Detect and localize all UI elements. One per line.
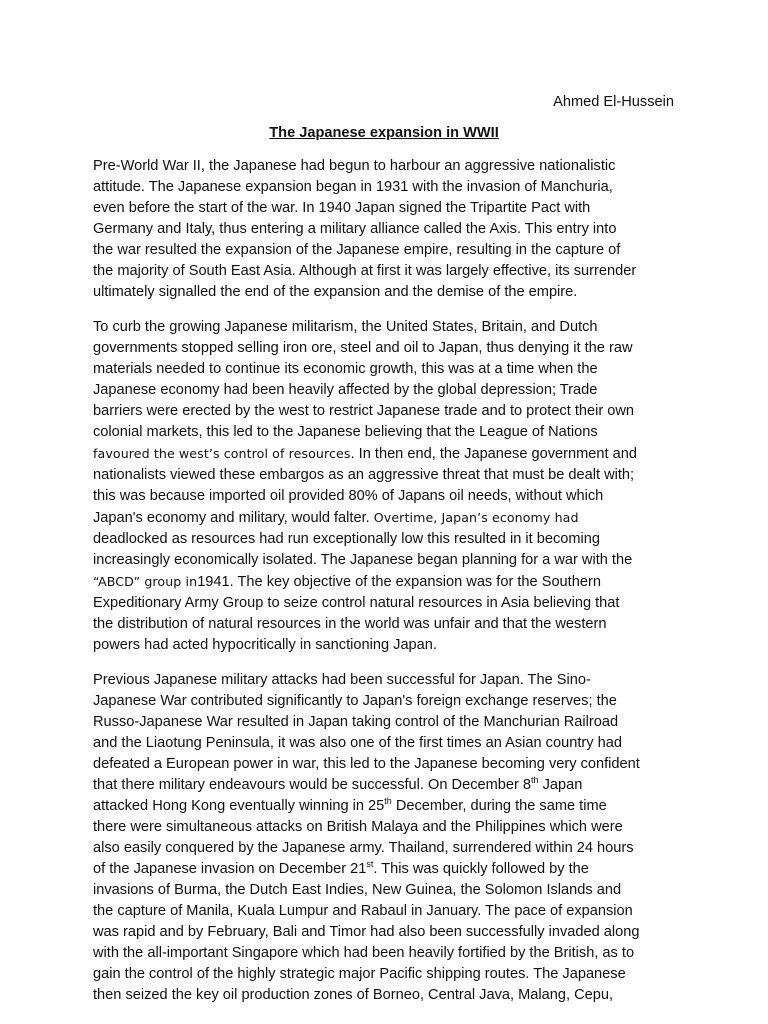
- text-line: [93, 859, 681, 880]
- text-run: . In then end, the Japanese government and: [350, 446, 637, 462]
- text-line: [93, 156, 681, 177]
- paragraph: [93, 670, 681, 1006]
- text-line: [93, 401, 681, 422]
- text-run: Expeditionary Army Group to seize control natural resources in Asia believing that: [93, 595, 620, 611]
- text-line: [93, 712, 681, 733]
- text-run: Japanese War contributed significantly to Japan's foreign exchange reserves; the: [93, 693, 617, 709]
- ordinal-superscript: th: [384, 796, 392, 806]
- ordinal-superscript: st: [366, 859, 374, 869]
- text-run: barriers were erected by the west to restrict Japanese trade and to protect their own: [93, 403, 635, 419]
- text-line: [93, 571, 681, 593]
- text-line: [93, 198, 681, 219]
- text-line: [93, 261, 681, 282]
- paragraph: [93, 156, 681, 303]
- text-line: [93, 465, 681, 486]
- text-line: [93, 670, 681, 691]
- text-run: also easily conquered by the Japanese army. Thailand, surrendered within 24 hours: [93, 840, 634, 856]
- text-line: [93, 922, 681, 943]
- text-line: [93, 985, 681, 1006]
- document-title: The Japanese expansion in WWII: [269, 125, 499, 141]
- text-run: then seized the key oil production zones of Borneo, Central Java, Malang, Cepu,: [93, 987, 614, 1003]
- text-run: increasingly economically isolated. The Japanese began planning for a war with the: [93, 552, 633, 568]
- text-run: was rapid and by February, Bali and Timor had also been successfully invaded along: [93, 924, 640, 940]
- text-line: [93, 733, 681, 754]
- text-run: Japanese economy had been heavily affected by the global depression; Trade: [93, 382, 598, 398]
- text-run: that there military endeavours would be successful. On December 8: [93, 777, 532, 793]
- text-run: materials needed to continue its economic growth, this was at a time when the: [93, 361, 598, 377]
- text-run: . This was quickly followed by the: [373, 861, 589, 877]
- paragraph: [93, 317, 681, 656]
- text-line: [93, 964, 681, 985]
- text-run: governments stopped selling iron ore, steel and oil to Japan, thus denying it the raw: [93, 340, 633, 356]
- text-line: [93, 838, 681, 859]
- text-line: [93, 443, 681, 465]
- ordinal-superscript: th: [531, 775, 539, 785]
- text-run: powers had acted hypocritically in sanctioning Japan.: [93, 637, 437, 653]
- text-line: [93, 593, 681, 614]
- text-line: [93, 219, 681, 240]
- text-run: favoured the west’s control of resources: [93, 446, 351, 461]
- text-line: [93, 614, 681, 635]
- text-run: gain the control of the highly strategic major Pacific shipping routes. The Japanese: [93, 966, 626, 982]
- text-run: with the all-important Singapore which had been heavily fortified by the British, as to: [93, 945, 635, 961]
- text-run: colonial markets, this led to the Japanese believing that the League of Nations: [93, 424, 598, 440]
- text-line: [93, 796, 681, 817]
- text-run: defeated a European power in war, this led to the Japanese becoming very confident: [93, 756, 640, 772]
- text-run: December, during the same time: [391, 798, 607, 814]
- author-name: Ahmed El-Hussein: [553, 94, 674, 110]
- text-run: and the Liaotung Peninsula, it was also one of the first times an Asian country had: [93, 735, 622, 751]
- text-run: Russo-Japanese War resulted in Japan taking control of the Manchurian Railroad: [93, 714, 619, 730]
- text-run: attitude. The Japanese expansion began in 1931 with the invasion of Manchuria,: [93, 179, 613, 195]
- text-line: [93, 317, 681, 338]
- text-run: nationalists viewed these embargos as an aggressive threat that must be dealt with;: [93, 467, 635, 483]
- text-run: ultimately signalled the end of the expansion and the demise of the empire.: [93, 284, 578, 300]
- text-line: [93, 380, 681, 401]
- text-line: [93, 240, 681, 261]
- text-line: [93, 635, 681, 656]
- text-line: [93, 177, 681, 198]
- text-run: To curb the growing Japanese militarism, the United States, Britain, and Dutch: [93, 319, 598, 335]
- text-run: Japan's economy and military, would falter.: [93, 510, 374, 526]
- text-line: [93, 422, 681, 443]
- text-line: [93, 817, 681, 838]
- text-line: [93, 507, 681, 529]
- text-run: even before the start of the war. In 1940 Japan signed the Tripartite Pact with: [93, 200, 591, 216]
- text-line: [93, 338, 681, 359]
- text-line: [93, 901, 681, 922]
- text-run: Japan: [538, 777, 583, 793]
- document-body: [93, 156, 681, 1020]
- text-run: Pre-World War II, the Japanese had begun to harbour an aggressive nationalistic: [93, 158, 616, 174]
- text-run: there were simultaneous attacks on British Malaya and the Philippines which were: [93, 819, 623, 835]
- text-line: [93, 282, 681, 303]
- text-run: attacked Hong Kong eventually winning in 25: [93, 798, 385, 814]
- text-run: the capture of Manila, Kuala Lumpur and Rabaul in January. The pace of expansion: [93, 903, 633, 919]
- text-line: [93, 691, 681, 712]
- text-run: invasions of Burma, the Dutch East Indies, New Guinea, the Solomon Islands and: [93, 882, 622, 898]
- text-run: the distribution of natural resources in the world was unfair and that the western: [93, 616, 607, 632]
- text-line: [93, 529, 681, 550]
- text-line: [93, 486, 681, 507]
- text-line: [93, 880, 681, 901]
- text-line: [93, 550, 681, 571]
- text-run: of the Japanese invasion on December 21: [93, 861, 367, 877]
- text-run: the war resulted the expansion of the Japanese empire, resulting in the capture of: [93, 242, 621, 258]
- text-line: [93, 359, 681, 380]
- text-line: [93, 775, 681, 796]
- text-line: [93, 754, 681, 775]
- text-run: Overtime, Japan’s economy had: [373, 510, 579, 525]
- text-run: 1941. The key objective of the expansion was for the Southern: [197, 574, 601, 590]
- text-run: Germany and Italy, thus entering a military alliance called the Axis. This entry into: [93, 221, 617, 237]
- text-run: Previous Japanese military attacks had been successful for Japan. The Sino-: [93, 672, 591, 688]
- text-run: “ABCD” group in: [93, 574, 198, 589]
- text-run: this was because imported oil provided 80% of Japans oil needs, without which: [93, 488, 604, 504]
- text-run: deadlocked as resources had run exceptionally low this resulted in it becoming: [93, 531, 601, 547]
- text-line: [93, 943, 681, 964]
- text-run: the majority of South East Asia. Although at first it was largely effective, its surrender: [93, 263, 637, 279]
